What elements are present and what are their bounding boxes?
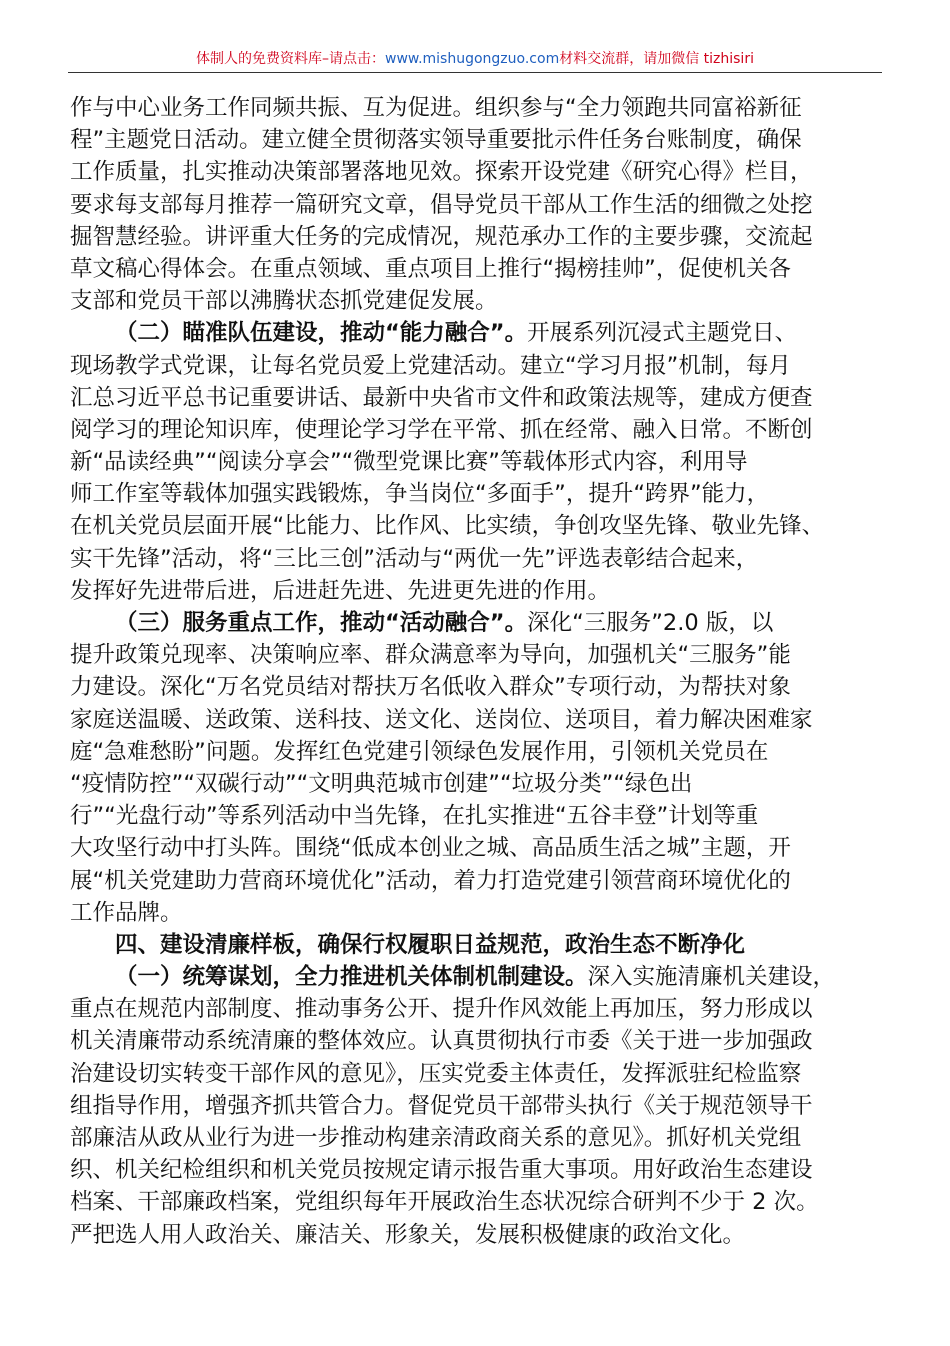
subheading-line: [70, 961, 882, 993]
line-text: 师工作室等载体加强实践锻炼，争当岗位“多面手”，提升“跨界”能力，: [70, 481, 770, 508]
line-text: 实干先锋”活动，将“三比三创”活动与“两优一先”评选表彰结合起来，: [70, 545, 759, 572]
line-text: 庭“急难愁盼”问题。发挥红色党建引领绿色发展作用，引领机关党员在: [70, 738, 769, 765]
line-text: 掘智慧经验。讲评重大任务的完成情况，规范承办工作的主要步骤，交流起: [70, 223, 813, 250]
line-text: 治建设切实转变干部作风的意见》，压实党委主体责任，发挥派驻纪检监察: [70, 1060, 802, 1087]
body-line: [70, 446, 882, 478]
line-text: 组指导作用，增强齐抓共管合力。督促党员干部带头执行《关于规范领导干: [70, 1092, 813, 1119]
body-line: [70, 704, 882, 736]
line-text: 在机关党员层面开展“比能力、比作风、比实绩，争创攻坚先锋、敬业先锋、: [70, 513, 825, 540]
line-text: 家庭送温暖、送政策、送科技、送文化、送岗位、送项目，着力解决困难家: [70, 706, 813, 733]
body-line: [70, 253, 882, 285]
body-line: [70, 414, 882, 446]
line-text: 作与中心业务工作同频共振、互为促进。组织参与“全力领跑共同富裕新征: [70, 95, 802, 121]
line-text: 深化“三服务”2.0 版，以: [527, 610, 774, 636]
body-line: [70, 478, 882, 510]
body-line: [70, 1058, 882, 1090]
body-line: [70, 897, 882, 929]
line-text: 阅学习的理论知识库，使理论学习学在平常、抓在经常、融入日常。不断创: [70, 416, 813, 443]
line-text: 力建设。深化“万名党员结对帮扶万名低收入群众”专项行动，为帮扶对象: [70, 674, 791, 701]
body-line: [70, 124, 882, 156]
section-heading-text: 四、建设清廉样板，确保行权履职日益规范，政治生态不断净化: [115, 931, 746, 958]
body-line: [70, 221, 882, 253]
line-text: 重点在规范内部制度、推动事务公开、提升作风效能上再加压，努力形成以: [70, 996, 813, 1023]
header-brand: 体制人的免费资料库: [196, 51, 323, 67]
line-text: 开展系列沉浸式主题党日、: [527, 320, 798, 347]
line-text: 档案、干部廉政档案，党组织每年开展政治生态状况综合研判不少于 2 次。: [70, 1189, 819, 1216]
subheading-bold: （一）统筹谋划，全力推进机关体制机制建设。: [115, 964, 588, 991]
body-line: [70, 1154, 882, 1186]
body-line: [70, 1122, 882, 1154]
subheading-line: [70, 317, 882, 349]
line-text: 织、机关纪检组织和机关党员按规定请示报告重大事项。用好政治生态建设: [70, 1157, 813, 1184]
line-text: 大攻坚行动中打头阵。围绕“低成本创业之城、高品质生活之城”主题，开: [70, 835, 791, 862]
body-line: [70, 156, 882, 188]
body-line: [70, 510, 882, 542]
line-text: 现场教学式党课，让每名党员爱上党建活动。建立“学习月报”机制，每月: [70, 352, 791, 379]
body-line: [70, 92, 882, 124]
body-line: [70, 1090, 882, 1122]
line-text: 工作品牌。: [70, 899, 183, 926]
body-line: [70, 1219, 882, 1251]
header-tail: 材料交流群，请加微信 tizhisiri: [559, 51, 754, 67]
line-text: 机关清廉带动系统清廉的整体效应。认真贯彻执行市委《关于进一步加强政: [70, 1028, 813, 1055]
line-text: 工作质量，扎实推动决策部署落地见效。探索开设党建《研究心得》栏目，: [70, 159, 813, 186]
body-line: [70, 639, 882, 671]
body-line: [70, 382, 882, 414]
page-header: [68, 48, 882, 72]
header-url-link[interactable]: www.mishugongzuo.com: [385, 51, 560, 67]
body-line: [70, 285, 882, 317]
line-text: 支部和党员干部以沸腾状态抓党建促发展。: [70, 288, 498, 315]
line-text: 发挥好先进带后进，后进赶先进、先进更先进的作用。: [70, 577, 611, 604]
body-line: [70, 671, 882, 703]
line-text: 汇总习近平总书记重要讲话、最新中央省市文件和政策法规等，建成方便查: [70, 384, 813, 411]
body-line: [70, 543, 882, 575]
line-text: “疫情防控”“双碳行动”“文明典范城市创建”“垃圾分类”“绿色出: [70, 770, 693, 797]
body-line: [70, 865, 882, 897]
line-text: 行”“光盘行动”等系列活动中当先锋，在扎实推进“五谷丰登”计划等重: [70, 803, 759, 830]
line-text: 严把选人用人政治关、廉洁关、形象关，发展积极健康的政治文化。: [70, 1221, 746, 1248]
body-line: [70, 800, 882, 832]
body-line: [70, 350, 882, 382]
line-text: 深入实施清廉机关建设，: [587, 964, 836, 991]
line-text: 部廉洁从政从业行为进一步推动构建亲清政商关系的意见》。抓好机关党组: [70, 1125, 802, 1151]
line-text: 草文稿心得体会。在重点领域、重点项目上推行“揭榜挂帅”，促使机关各: [70, 255, 791, 282]
body-line: [70, 1025, 882, 1057]
body-line: [70, 993, 882, 1025]
subheading-bold: （二）瞄准队伍建设，推动“能力融合”。: [115, 320, 528, 347]
header-separator: –请点击：: [322, 51, 386, 67]
subheading-bold: （三）服务重点工作，推动“活动融合”。: [115, 610, 528, 636]
header-rule: [68, 72, 882, 73]
document-body: [70, 92, 882, 1251]
line-text: 展“机关党建助力营商环境优化”活动，着力打造党建引领营商环境优化的: [70, 867, 791, 894]
body-line: [70, 832, 882, 864]
body-line: [70, 1186, 882, 1218]
line-text: 要求每支部每月推荐一篇研究文章，倡导党员干部从工作生活的细微之处挖: [70, 191, 813, 218]
body-line: [70, 575, 882, 607]
body-line: [70, 768, 882, 800]
section-heading: [70, 929, 882, 961]
line-text: 程”主题党日活动。建立健全贯彻落实领导重要批示件任务台账制度，确保: [70, 127, 802, 154]
line-text: 提升政策兑现率、决策响应率、群众满意率为导向，加强机关“三服务”能: [70, 642, 791, 669]
body-line: [70, 189, 882, 221]
body-line: [70, 736, 882, 768]
subheading-line: [70, 607, 882, 639]
line-text: 新“品读经典”“阅读分享会”“微型党课比赛”等载体形式内容，利用导: [70, 449, 748, 476]
